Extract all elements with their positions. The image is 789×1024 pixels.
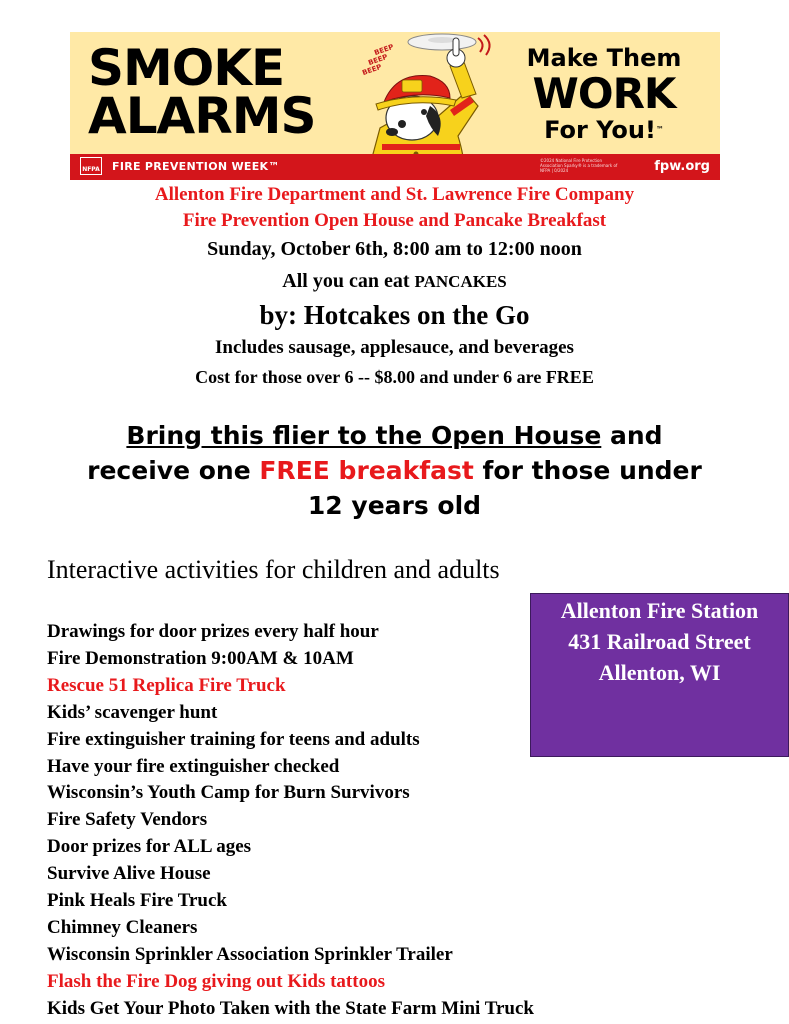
promo-line1: Bring this flier to the Open House and <box>126 421 663 450</box>
beep-text: BEEP <box>361 62 383 78</box>
activities-list <box>47 619 534 1023</box>
activities-heading: Interactive activities for children and adults <box>47 555 500 584</box>
list-item: Pink Heals Fire Truck <box>47 890 227 912</box>
list-item: Fire Demonstration 9:00AM & 10AM <box>47 647 354 669</box>
list-item: Flash the Fire Dog giving out Kids tattoos <box>47 970 385 992</box>
free-breakfast-promo <box>30 418 759 523</box>
banner-title-line1: SMOKE <box>88 39 285 97</box>
station-city: Allenton, WI <box>598 660 721 685</box>
banner-footer-bar <box>70 154 720 180</box>
banner-title <box>88 39 316 145</box>
station-address-box <box>530 593 789 757</box>
banner-tagline <box>506 44 702 144</box>
list-item: Survive Alive House <box>47 863 211 885</box>
list-item: Have your fire extinguisher checked <box>47 755 340 777</box>
list-item: Kids’ scavenger hunt <box>47 701 218 723</box>
station-street: 431 Railroad Street <box>568 629 751 654</box>
list-item: Fire extinguisher training for teens and adults <box>47 728 420 750</box>
promo-line3: 12 years old <box>307 491 482 520</box>
tagline-line1: Make Them <box>526 44 682 72</box>
list-item: Fire Safety Vendors <box>47 809 208 831</box>
fpw-url: fpw.org <box>654 159 710 174</box>
free-breakfast-highlight: FREE breakfast <box>259 456 474 485</box>
fire-prevention-week-banner <box>70 32 720 180</box>
event-date-time: Sunday, October 6th, 8:00 am to 12:00 noon <box>207 238 582 260</box>
promo-underlined: Bring this flier to the Open House <box>126 421 602 450</box>
fire-prevention-week-label: FIRE PREVENTION WEEK™ <box>112 160 280 173</box>
list-item: Wisconsin’s Youth Camp for Burn Survivors <box>47 782 410 804</box>
cost-line: Cost for those over 6 -- $8.00 and under 6 are FREE <box>195 367 594 387</box>
list-item: Kids Get Your Photo Taken with the State Farm Mini Truck <box>47 997 534 1019</box>
list-item: Rescue 51 Replica Fire Truck <box>47 674 286 696</box>
tagline-line3: For You!™ <box>544 116 664 144</box>
includes-line: Includes sausage, applesauce, and beverages <box>215 337 574 358</box>
copyright-small-print: ©2024 National Fire Protection Association Sparky® is a trademark of NFPA | 0/2024 <box>540 158 618 173</box>
pancakes-word: PANCAKES <box>414 272 507 291</box>
beep-text: BEEP <box>373 42 395 58</box>
event-name: Fire Prevention Open House and Pancake Breakfast <box>182 210 607 231</box>
trademark-symbol: ™ <box>655 125 664 134</box>
event-hosts: Allenton Fire Department and St. Lawrence Fire Company <box>154 184 635 205</box>
list-item: Door prizes for ALL ages <box>47 836 252 858</box>
tagline-line2: WORK <box>532 69 676 118</box>
list-item: Wisconsin Sprinkler Association Sprinkler Trailer <box>47 943 453 965</box>
list-item: Drawings for door prizes every half hour <box>47 621 379 642</box>
pancakes-line: All you can eat PANCAKES <box>282 270 507 292</box>
station-name: Allenton Fire Station <box>560 598 759 623</box>
caterer-line: by: Hotcakes on the Go <box>259 300 530 330</box>
list-item: Chimney Cleaners <box>47 916 198 938</box>
nfpa-logo-icon: NFPA <box>80 157 102 175</box>
beep-text: BEEP <box>367 52 389 68</box>
promo-line2: receive one FREE breakfast for those under <box>87 456 702 485</box>
banner-title-line2: ALARMS <box>88 87 316 145</box>
